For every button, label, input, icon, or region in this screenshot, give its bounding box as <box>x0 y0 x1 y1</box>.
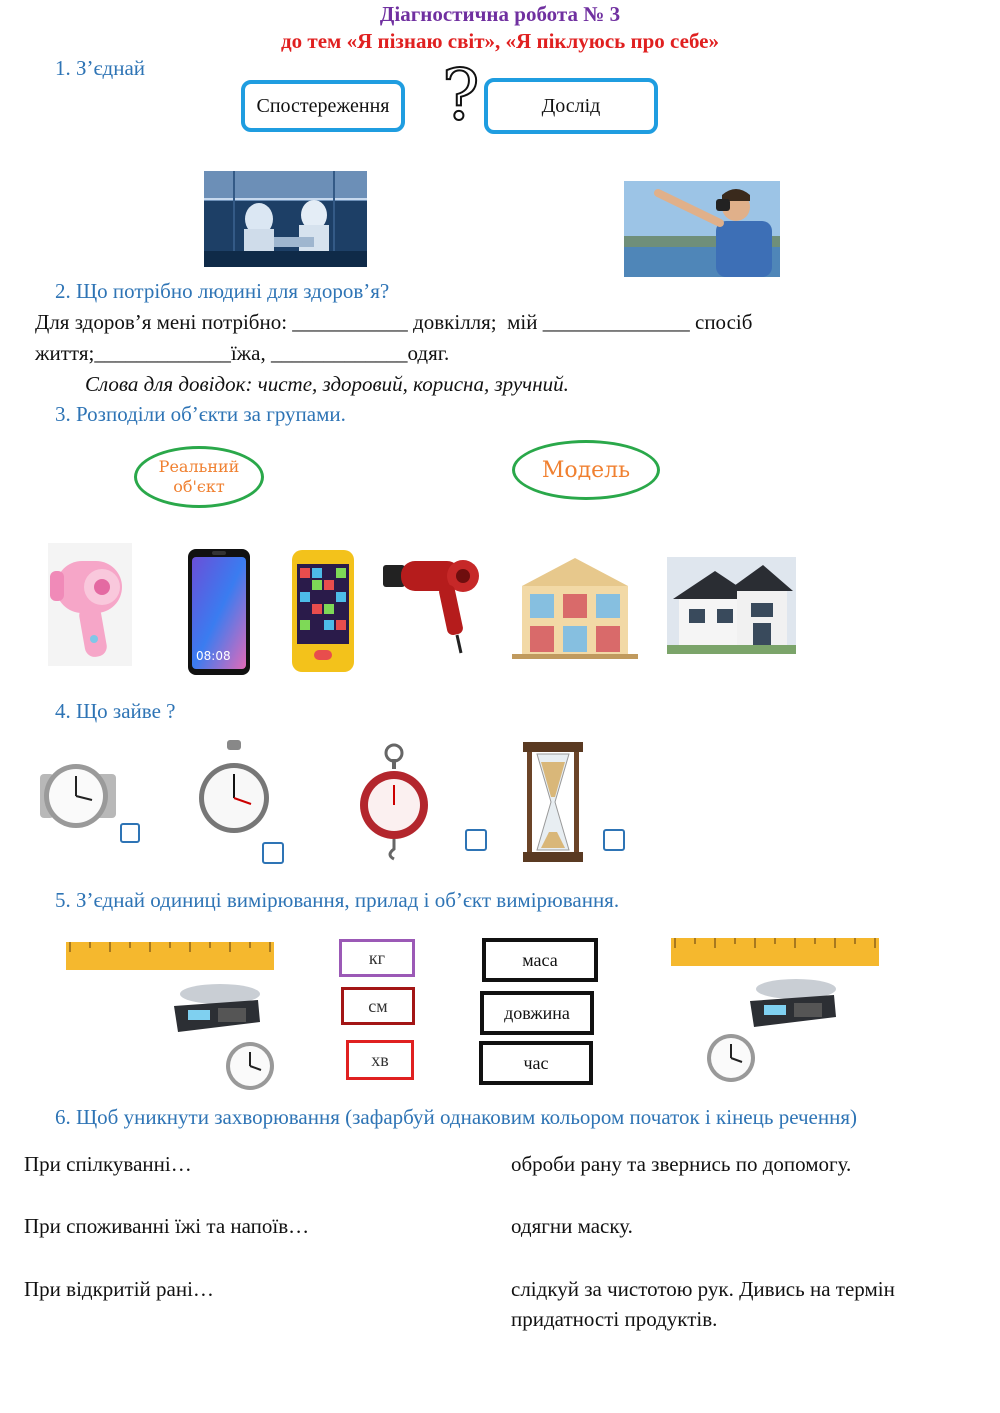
checkbox-wristwatch[interactable] <box>120 823 140 843</box>
task4-label: 4. Що зайве ? <box>55 699 176 723</box>
task2-hint: Слова для довідок: чисте, здоровий, корисна, зручний. <box>85 372 569 396</box>
unit-min-label: хв <box>371 1049 389 1070</box>
model-oval[interactable] <box>512 440 660 500</box>
object-box-length[interactable] <box>480 991 594 1035</box>
object-length-label: довжина <box>504 1002 570 1023</box>
page-title: Діагностична робота № 3 <box>379 2 621 26</box>
unit-kg-label: кг <box>368 947 386 968</box>
toy-phone-image[interactable] <box>292 550 354 672</box>
toy-hair-dryer-image[interactable] <box>48 543 132 666</box>
scales-image-right[interactable] <box>744 975 840 1031</box>
object-box-time[interactable] <box>479 1041 593 1085</box>
hanging-scale-image[interactable] <box>358 743 430 861</box>
task5-label: 5. З’єднай одиниці вимірювання, прилад і об’єкт вимірювання. <box>55 888 620 912</box>
phone-clock: 08:08 <box>196 649 231 663</box>
task2-sentence-line2: життя;_____________їжа, _____________одяг. <box>35 341 450 365</box>
stopwatch-image[interactable] <box>197 740 271 840</box>
sentence-end-hygiene-line1[interactable]: слідкуй за чистотою рук. Дивись на термін <box>511 1277 895 1301</box>
unit-box-kg[interactable] <box>339 939 415 977</box>
task1-label: 1. З’єднай <box>55 56 146 80</box>
sentence-end-mask[interactable]: одягни маску. <box>511 1214 633 1238</box>
wristwatch-image[interactable] <box>38 760 118 832</box>
hourglass-image[interactable] <box>523 742 583 862</box>
question-mark-icon: ? <box>442 54 480 136</box>
observation-box[interactable]: Спостереження <box>241 80 405 132</box>
sentence-start-communication[interactable]: При спілкуванні… <box>24 1152 192 1176</box>
sentence-start-wound[interactable]: При відкритій рані… <box>24 1277 214 1301</box>
checkbox-scale[interactable] <box>465 829 487 851</box>
real-object-label: Реальний об'єкт <box>158 457 240 496</box>
wristwatch-image-small-left[interactable] <box>224 1040 276 1092</box>
hair-dryer-image[interactable] <box>383 555 483 655</box>
observer-with-binoculars-image[interactable] <box>624 181 780 277</box>
scales-image-left[interactable] <box>168 980 264 1036</box>
checkbox-stopwatch[interactable] <box>262 842 284 864</box>
laboratory-image[interactable] <box>204 171 367 267</box>
ruler-image-left[interactable] <box>66 942 274 970</box>
task2-sentence-line1: Для здоров’я мені потрібно: ___________ довкілля; мій ______________ спосіб <box>35 310 753 334</box>
wristwatch-image-small-right[interactable] <box>705 1032 757 1084</box>
page-subtitle: до тем «Я пізнаю світ», «Я піклуюсь про себе» <box>281 29 719 53</box>
object-time-label: час <box>523 1052 549 1073</box>
task3-label: 3. Розподіли об’єкти за групами. <box>55 402 346 426</box>
checkbox-hourglass[interactable] <box>603 829 625 851</box>
task6-label: 6. Щоб уникнути захворювання (зафарбуй однаковим кольором початок і кінець речення) <box>55 1105 857 1129</box>
unit-box-cm[interactable] <box>341 987 415 1025</box>
sentence-start-food[interactable]: При споживанні їжі та напоїв… <box>24 1214 310 1238</box>
real-object-oval[interactable] <box>134 446 264 508</box>
unit-cm-label: см <box>368 995 388 1016</box>
object-mass-label: маса <box>522 949 558 970</box>
unit-box-min[interactable] <box>346 1040 414 1080</box>
house-image[interactable] <box>667 557 796 654</box>
experiment-box[interactable]: Дослід <box>484 78 658 134</box>
task2-label: 2. Що потрібно людині для здоров’я? <box>55 279 390 303</box>
sentence-end-wound[interactable]: оброби рану та звернись по допомогу. <box>511 1152 852 1176</box>
model-label: Модель <box>541 457 631 483</box>
object-box-mass[interactable] <box>482 938 598 982</box>
dollhouse-image[interactable] <box>512 556 638 659</box>
ruler-image-right[interactable] <box>671 938 879 966</box>
smartphone-image[interactable] <box>188 549 250 675</box>
sentence-end-hygiene-line2[interactable]: придатності продуктів. <box>511 1307 718 1331</box>
